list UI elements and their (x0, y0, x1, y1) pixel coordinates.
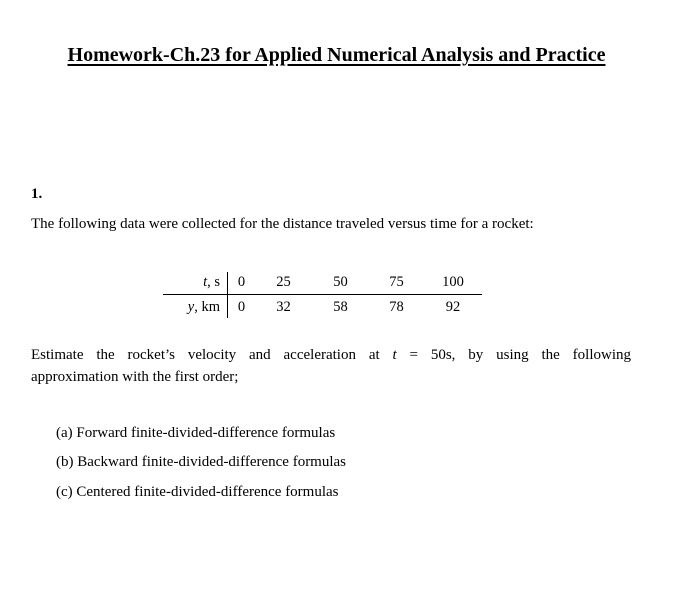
distance-variable: y (187, 299, 195, 315)
time-variable: t (203, 274, 208, 290)
distance-unit: , km (194, 299, 220, 315)
estimate-instruction-line2: approximation with the first order; (31, 369, 239, 385)
problem-number: 1. (31, 186, 43, 202)
estimate-text-pre: Estimate the rocket’s velocity and acceleration at (31, 347, 393, 363)
problem-intro-text: The following data were collected for the distance traveled versus time for a rocket: (31, 216, 534, 232)
option-backward-difference: (b) Backward finite-divided-difference formulas (56, 454, 347, 470)
option-centered-difference: (c) Centered finite-divided-difference formulas (56, 484, 339, 500)
time-unit: , s (207, 274, 220, 290)
distance-value-cell: 0 (237, 299, 246, 315)
distance-row-header (163, 295, 228, 319)
estimate-variable-t: t (392, 347, 397, 363)
time-row-header (163, 272, 228, 295)
document-title: Homework-Ch.23 for Applied Numerical Analysis and Practice (67, 44, 606, 66)
distance-value-cell: 58 (333, 299, 348, 315)
distance-value-cell: 78 (389, 299, 404, 315)
estimate-instruction-line1 (31, 345, 631, 366)
estimate-text-post: = 50s, by using the following (396, 347, 631, 363)
table-row-distance (163, 295, 482, 319)
time-value-cell: 100 (424, 272, 482, 295)
option-forward-difference: (a) Forward finite-divided-difference formulas (56, 425, 336, 441)
distance-value-cell: 92 (445, 299, 461, 315)
time-value-cell: 75 (369, 272, 424, 295)
table-row-time (163, 272, 482, 295)
time-value-cell: 50 (312, 272, 369, 295)
time-value-cell: 25 (255, 272, 312, 295)
data-table (163, 272, 482, 318)
time-value-cell: 0 (228, 272, 256, 295)
distance-value-cell: 32 (276, 299, 291, 315)
